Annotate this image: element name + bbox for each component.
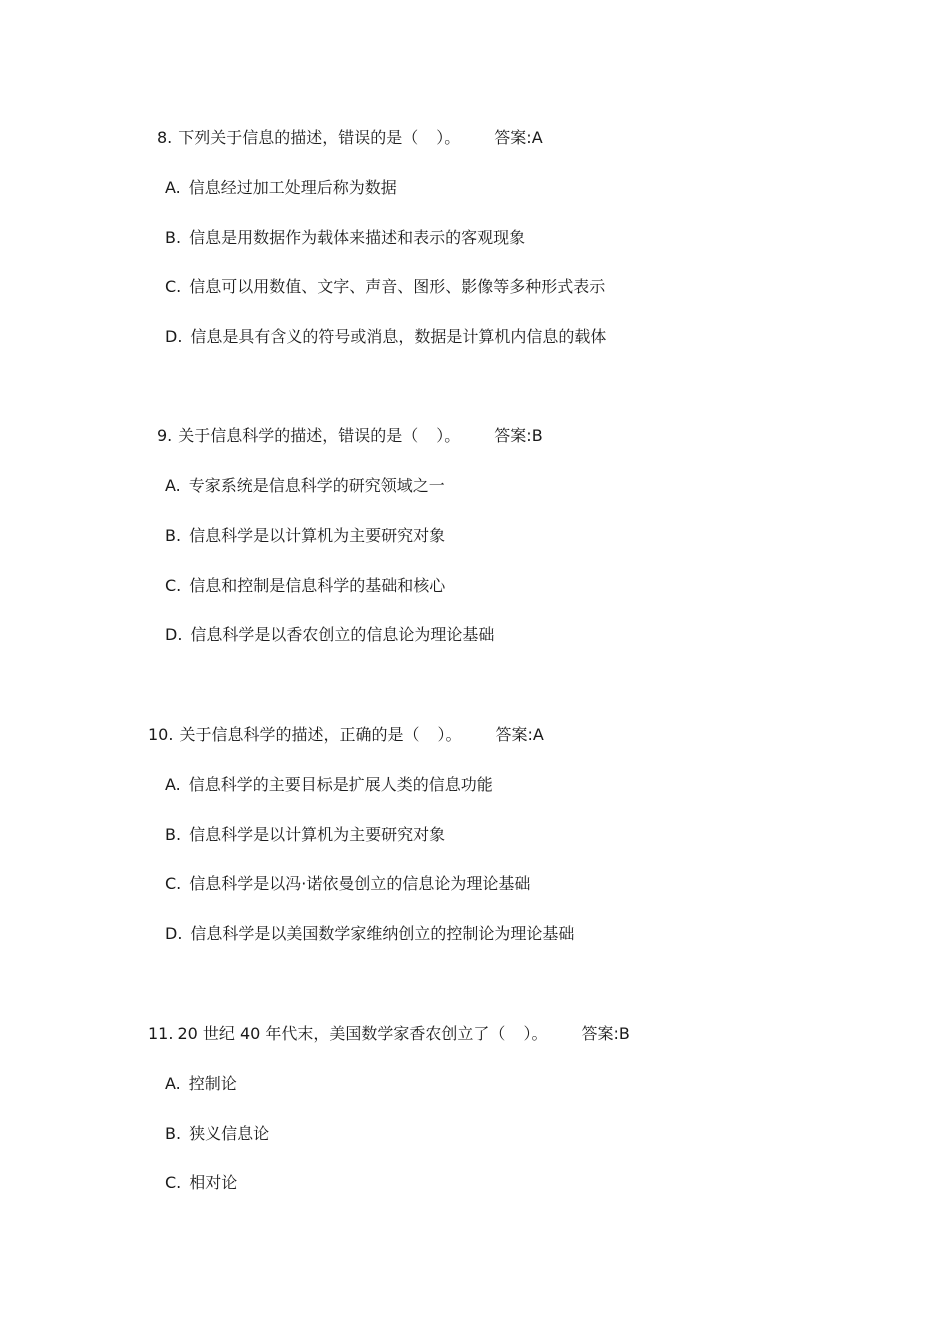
option-a (165, 178, 397, 198)
answer-label: 答案:B (581, 1024, 630, 1043)
option-b (165, 228, 525, 248)
answer-label: 答案:A (494, 128, 543, 147)
option-letter: D. (165, 625, 183, 644)
option-letter: B. (165, 825, 182, 844)
option-c (165, 277, 605, 297)
option-text: 信息科学是以冯·诺依曼创立的信息论为理论基础 (189, 874, 531, 893)
option-text: 信息科学是以计算机为主要研究对象 (189, 526, 446, 545)
question-stem: 下列关于信息的描述，错误的是（ (178, 128, 419, 147)
option-text: 信息科学是以香农创立的信息论为理论基础 (190, 625, 495, 644)
option-text: 狭义信息论 (189, 1124, 270, 1143)
option-letter: A. (165, 775, 181, 794)
option-text: 信息是用数据作为载体来描述和表示的客观现象 (189, 228, 526, 247)
option-text: 信息可以用数值、文字、声音、图形、影像等多种形式表示 (189, 277, 606, 296)
option-c (165, 576, 445, 596)
option-text: 信息科学是以美国数学家维纳创立的控制论为理论基础 (190, 924, 575, 943)
question-close: ）。 (437, 725, 462, 744)
question-close: ）。 (436, 128, 461, 147)
option-letter: B. (165, 228, 182, 247)
question-number: 8. (157, 128, 173, 147)
option-letter: A. (165, 1074, 181, 1093)
option-a (165, 775, 493, 795)
answer-label: 答案:A (495, 725, 544, 744)
question-close: ）。 (523, 1024, 548, 1043)
question-8 (157, 128, 543, 148)
option-text: 控制论 (188, 1074, 237, 1093)
option-b (165, 825, 445, 845)
option-letter: A. (165, 178, 181, 197)
question-stem: 20 世纪 40 年代末，美国数学家香农创立了（ (177, 1024, 506, 1043)
option-letter: C. (165, 1173, 182, 1192)
option-letter: D. (165, 924, 183, 943)
option-c (165, 874, 530, 894)
option-text: 信息是具有含义的符号或消息，数据是计算机内信息的载体 (190, 327, 607, 346)
question-stem: 关于信息科学的描述，错误的是（ (178, 426, 419, 445)
question-9 (157, 426, 543, 446)
answer-label: 答案:B (494, 426, 543, 445)
option-text: 信息经过加工处理后称为数据 (188, 178, 397, 197)
option-a (165, 476, 445, 496)
option-letter: B. (165, 526, 182, 545)
option-letter: A. (165, 476, 181, 495)
option-letter: C. (165, 874, 182, 893)
option-letter: D. (165, 327, 183, 346)
option-a (165, 1074, 237, 1094)
question-11 (148, 1024, 630, 1044)
option-text: 信息科学的主要目标是扩展人类的信息功能 (188, 775, 493, 794)
option-d (165, 924, 574, 944)
question-close: ）。 (436, 426, 461, 445)
option-c (165, 1173, 237, 1193)
option-letter: C. (165, 277, 182, 296)
option-b (165, 526, 445, 546)
question-10 (148, 725, 544, 745)
option-text: 信息和控制是信息科学的基础和核心 (189, 576, 446, 595)
option-d (165, 327, 606, 347)
option-d (165, 625, 494, 645)
question-number: 10. (148, 725, 174, 744)
option-letter: C. (165, 576, 182, 595)
question-number: 9. (157, 426, 173, 445)
option-text: 相对论 (189, 1173, 238, 1192)
option-letter: B. (165, 1124, 182, 1143)
question-stem: 关于信息科学的描述，正确的是（ (179, 725, 420, 744)
option-b (165, 1124, 269, 1144)
option-text: 专家系统是信息科学的研究领域之一 (188, 476, 445, 495)
question-number: 11. (148, 1024, 174, 1043)
option-text: 信息科学是以计算机为主要研究对象 (189, 825, 446, 844)
